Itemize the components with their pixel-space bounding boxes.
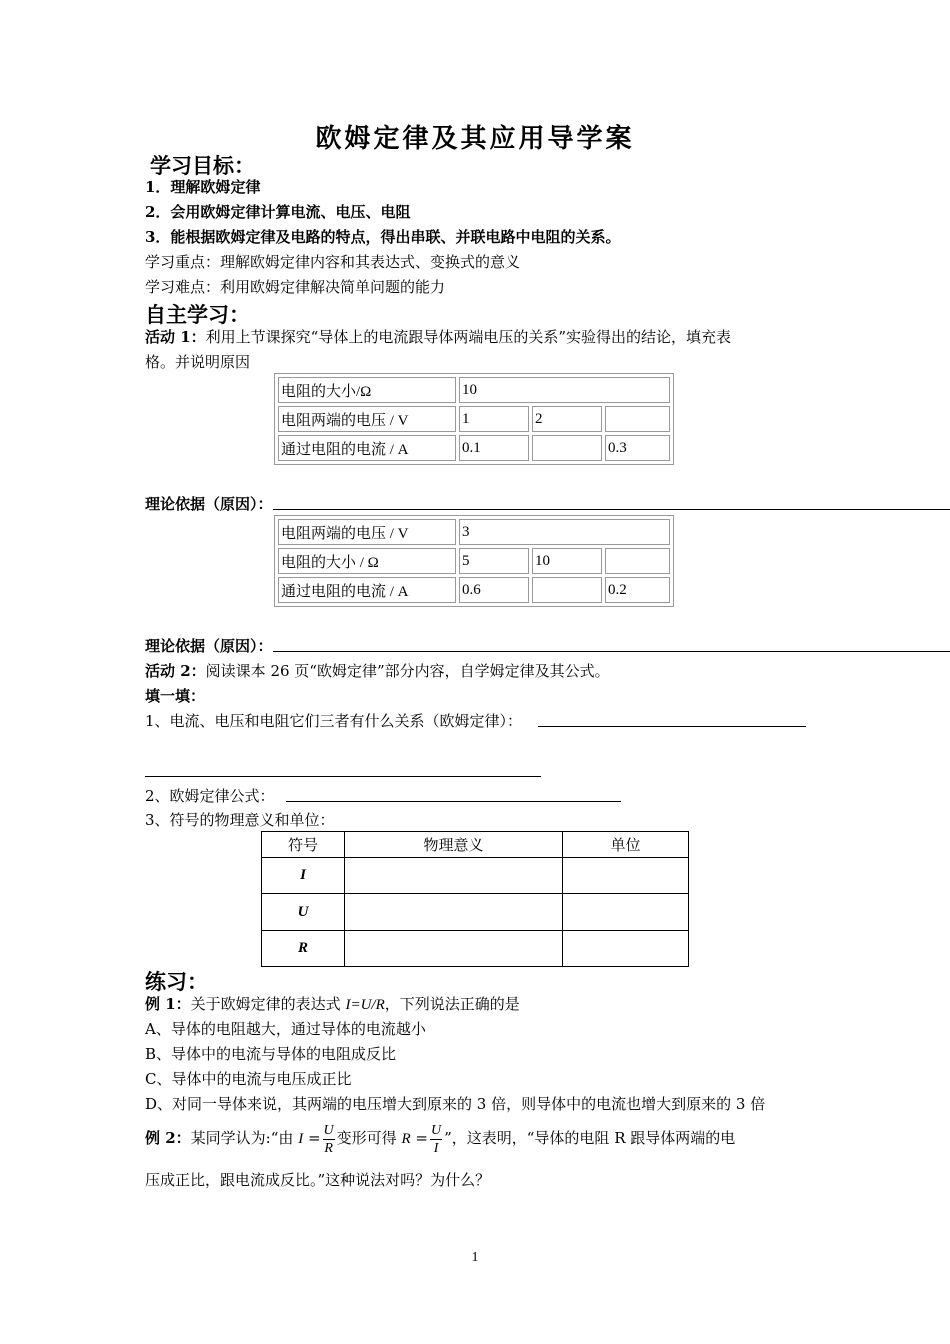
key-point: 学习重点：理解欧姆定律内容和其表达式、变换式的意义 (145, 253, 521, 271)
formula-lhs: I (298, 1131, 304, 1147)
table-row (278, 435, 670, 461)
example1-stem: 例 1：关于欧姆定律的表达式 I=U/R，下列说法正确的是 (145, 995, 520, 1013)
table-cell: 电阻两端的电压 / V (278, 406, 456, 432)
basis-label-2: 理论依据（原因）： (145, 637, 273, 655)
table-row (278, 519, 670, 545)
example1-option-a: A、导体的电阻越大，通过导体的电流越小 (145, 1020, 426, 1038)
symbol-cell: U (262, 894, 345, 931)
practice-heading: 练习： (145, 969, 208, 994)
example1-option-d: D、对同一导体来说，其两端的电压增大到原来的 3 倍，则导体中的电流也增大到原来的 3 倍 (145, 1095, 766, 1113)
table-cell (345, 894, 563, 931)
answer-line (273, 651, 950, 652)
example2-line2: 压成正比，跟电流成反比。”这种说法对吗？为什么？ (145, 1171, 491, 1189)
symbol-table (261, 831, 689, 967)
table-cell: 1 (459, 406, 529, 432)
answer-line (273, 509, 950, 510)
table-cell: 电阻的大小/Ω (278, 377, 456, 403)
table-cell: 电阻的大小 / Ω (278, 548, 456, 574)
activity2: 活动 2：阅读课本 26 页“欧姆定律”部分内容，自学姆定律及其公式。 (145, 662, 610, 680)
example2-line1: 例 2：某同学认为:“由 I = $\frac{U}{R}$ 变形可得 R = $\frac{U}{I}$ ”，这表明，“导体的电阻 R 跟导体两端的电 (145, 1122, 736, 1156)
table-cell: 10 (459, 377, 670, 403)
table-row (278, 548, 670, 574)
question-2: 2、欧姆定律公式： (145, 787, 275, 805)
table-cell: 10 (532, 548, 602, 574)
table-cell (532, 577, 602, 603)
table-cell: 0.1 (459, 435, 529, 461)
page-title: 欧姆定律及其应用导学案 (315, 124, 635, 154)
symbol-cell: I (262, 858, 345, 894)
activity1-line2: 格。并说明原因 (145, 353, 251, 371)
table-cell: 2 (532, 406, 602, 432)
objectives-heading: 学习目标： (150, 153, 255, 178)
question-3: 3、符号的物理意义和单位： (145, 811, 335, 829)
objective-3: 3．能根据欧姆定律及电路的特点，得出串联、并联电路中电阻的关系。 (145, 228, 621, 246)
table-cell (532, 435, 602, 461)
table-cell: 5 (459, 548, 529, 574)
table-cell (563, 931, 689, 967)
table-cell: 3 (459, 519, 670, 545)
example1-option-c: C、导体中的电流与电压成正比 (145, 1070, 352, 1088)
basis-label-1: 理论依据（原因）： (145, 495, 273, 513)
symbol-cell: R (262, 931, 345, 967)
fraction: $\frac{U}{R}$ (323, 1122, 334, 1156)
table-header: 物理意义 (345, 832, 563, 858)
table-row (262, 931, 689, 967)
objective-1: 1．理解欧姆定律 (145, 178, 261, 196)
table-2 (274, 515, 674, 607)
answer-line (538, 726, 806, 727)
table-cell: 通过电阻的电流 / A (278, 577, 456, 603)
fill-heading: 填一填： (145, 687, 206, 705)
table-cell (345, 858, 563, 894)
table-cell (563, 858, 689, 894)
table-cell (563, 894, 689, 931)
table-cell (605, 548, 670, 574)
table-row (278, 577, 670, 603)
table-1 (274, 373, 674, 465)
activity1-line1: 活动 1：利用上节课探究“导体上的电流跟导体两端电压的关系”实验得出的结论，填充表 (145, 328, 732, 346)
answer-line (286, 801, 621, 802)
page-number: 1 (471, 1250, 479, 1265)
example1-option-b: B、导体中的电流与导体的电阻成反比 (145, 1045, 397, 1063)
answer-line (145, 776, 541, 777)
table-cell: 0.6 (459, 577, 529, 603)
table-row (278, 377, 670, 403)
difficult-point: 学习难点：利用欧姆定律解决简单问题的能力 (145, 278, 446, 296)
objective-2: 2．会用欧姆定律计算电流、电压、电阻 (145, 203, 411, 221)
table-row (262, 832, 689, 858)
table-cell (345, 931, 563, 967)
self-study-heading: 自主学习： (145, 302, 250, 327)
table-row (262, 894, 689, 931)
question-1: 1、电流、电压和电阻它们三者有什么关系（欧姆定律）： (145, 712, 523, 730)
table-cell: 0.2 (605, 577, 670, 603)
table-row (262, 858, 689, 894)
fraction: $\frac{U}{I}$ (430, 1122, 442, 1156)
table-cell: 电阻两端的电压 / V (278, 519, 456, 545)
table-cell (605, 406, 670, 432)
table-cell: 0.3 (605, 435, 670, 461)
table-cell: 通过电阻的电流 / A (278, 435, 456, 461)
table-header: 单位 (563, 832, 689, 858)
formula-lhs: R (401, 1131, 411, 1147)
table-header: 符号 (262, 832, 345, 858)
table-row (278, 406, 670, 432)
